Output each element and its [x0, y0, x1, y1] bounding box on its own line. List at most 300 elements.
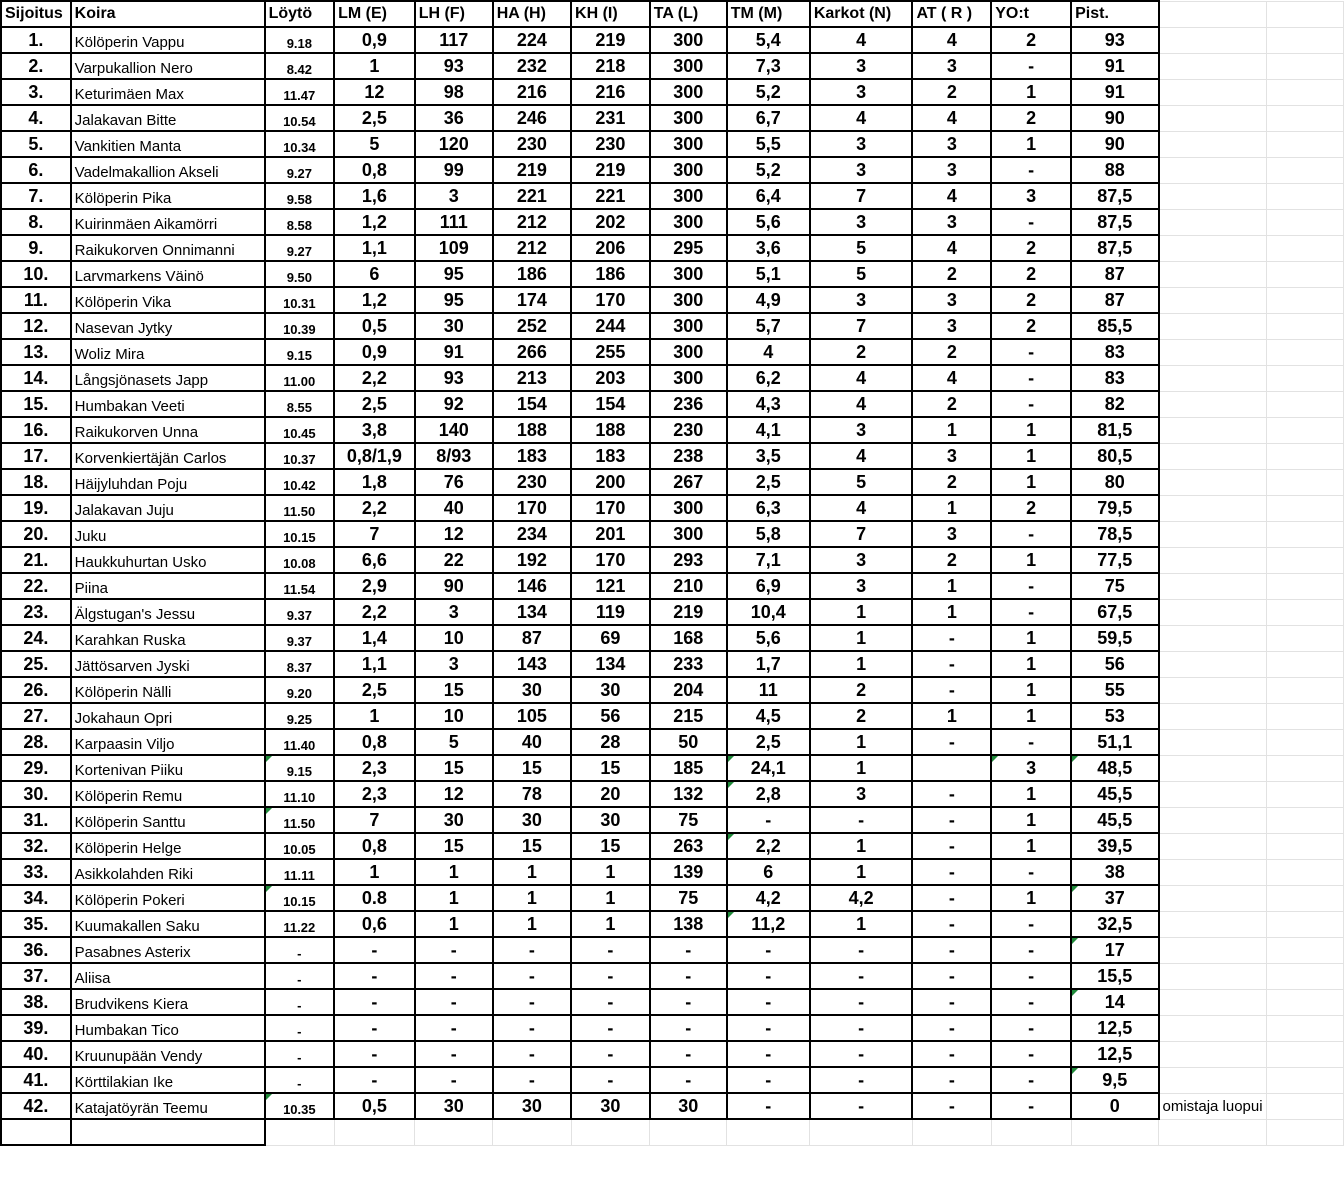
cell-dog[interactable]: Jokahaun Opri	[71, 703, 265, 729]
cell-lh[interactable]: 3	[415, 183, 493, 209]
cell-at[interactable]: 4	[912, 235, 991, 261]
cell-ha[interactable]: 30	[493, 1093, 571, 1119]
cell-at[interactable]: -	[912, 885, 991, 911]
cell-ta[interactable]: 300	[650, 53, 727, 79]
cell-rank[interactable]: 13.	[1, 339, 71, 365]
cell-ha[interactable]: 183	[493, 443, 571, 469]
cell-at[interactable]: 2	[912, 391, 991, 417]
cell-ta[interactable]: 204	[650, 677, 727, 703]
cell-karkot[interactable]: 1	[810, 755, 913, 781]
cell-ha[interactable]: 224	[493, 27, 571, 53]
cell-yo[interactable]: 3	[991, 755, 1071, 781]
cell-ha[interactable]: 219	[493, 157, 571, 183]
cell-ta[interactable]: 300	[650, 313, 727, 339]
cell-lh[interactable]: 92	[415, 391, 493, 417]
cell-find-time[interactable]: 11.50	[265, 807, 335, 833]
cell-ta[interactable]: 230	[650, 417, 727, 443]
cell-find-time[interactable]: 11.50	[265, 495, 335, 521]
cell-tm[interactable]: -	[727, 937, 810, 963]
cell-yo[interactable]: 1	[991, 79, 1071, 105]
cell-karkot[interactable]: 5	[810, 261, 913, 287]
cell-dog[interactable]: Jalakavan Juju	[71, 495, 265, 521]
cell-dog[interactable]: Juku	[71, 521, 265, 547]
cell-find-time[interactable]: 10.34	[265, 131, 335, 157]
cell-dog[interactable]: Pasabnes Asterix	[71, 937, 265, 963]
cell-rank[interactable]: 33.	[1, 859, 71, 885]
cell-yo[interactable]: -	[991, 599, 1071, 625]
cell-kh[interactable]: 1	[571, 859, 650, 885]
cell-ta[interactable]: 300	[650, 131, 727, 157]
cell-lm[interactable]: 0,9	[334, 27, 415, 53]
cell-lm[interactable]: 6	[334, 261, 415, 287]
cell-yo[interactable]: -	[991, 1067, 1071, 1093]
cell-ha[interactable]: 230	[493, 469, 571, 495]
cell-kh[interactable]: 183	[571, 443, 650, 469]
cell-kh[interactable]: 170	[571, 287, 650, 313]
cell-karkot[interactable]: -	[810, 963, 913, 989]
cell-find-time[interactable]: 11.11	[265, 859, 335, 885]
cell-find-time[interactable]: 10.05	[265, 833, 335, 859]
cell-yo[interactable]: -	[991, 1015, 1071, 1041]
cell-yo[interactable]: 1	[991, 547, 1071, 573]
cell-karkot[interactable]: -	[810, 1015, 913, 1041]
cell-lh[interactable]: 95	[415, 261, 493, 287]
cell-rank[interactable]: 11.	[1, 287, 71, 313]
cell-lm[interactable]: 1	[334, 703, 415, 729]
cell-at[interactable]: -	[912, 989, 991, 1015]
cell-kh[interactable]: -	[571, 963, 650, 989]
cell-points[interactable]: 39,5	[1071, 833, 1158, 859]
cell-at[interactable]: 3	[912, 131, 991, 157]
cell-karkot[interactable]: 4	[810, 105, 913, 131]
cell-rank[interactable]: 29.	[1, 755, 71, 781]
cell-lm[interactable]: 2,2	[334, 495, 415, 521]
cell-dog[interactable]: Larvmarkens Väinö	[71, 261, 265, 287]
cell-dog[interactable]: Katajatöyrän Teemu	[71, 1093, 265, 1119]
cell-ta[interactable]: 132	[650, 781, 727, 807]
cell-dog[interactable]: Brudvikens Kiera	[71, 989, 265, 1015]
cell-at[interactable]: -	[912, 833, 991, 859]
cell-lh[interactable]: -	[415, 963, 493, 989]
cell-karkot[interactable]: 2	[810, 677, 913, 703]
cell-karkot[interactable]: 4	[810, 495, 913, 521]
cell-tm[interactable]: -	[727, 807, 810, 833]
cell-points[interactable]: 9,5	[1071, 1067, 1158, 1093]
cell-points[interactable]: 12,5	[1071, 1015, 1158, 1041]
cell-at[interactable]: 4	[912, 27, 991, 53]
cell-rank[interactable]: 38.	[1, 989, 71, 1015]
cell-ta[interactable]: 300	[650, 79, 727, 105]
cell-kh[interactable]: -	[571, 1015, 650, 1041]
cell-tm[interactable]: 1,7	[727, 651, 810, 677]
cell-yo[interactable]: -	[991, 963, 1071, 989]
cell-find-time[interactable]: 9.20	[265, 677, 335, 703]
cell-points[interactable]: 48,5	[1071, 755, 1158, 781]
cell-kh[interactable]: 170	[571, 547, 650, 573]
cell-yo[interactable]: -	[991, 1093, 1071, 1119]
cell-points[interactable]: 90	[1071, 105, 1158, 131]
cell-ta[interactable]: 300	[650, 521, 727, 547]
cell-kh[interactable]: 15	[571, 833, 650, 859]
cell-yo[interactable]: 1	[991, 703, 1071, 729]
cell-dog[interactable]: Kölöperin Vappu	[71, 27, 265, 53]
cell-ha[interactable]: 246	[493, 105, 571, 131]
cell-ta[interactable]: -	[650, 1015, 727, 1041]
cell-lh[interactable]: 12	[415, 781, 493, 807]
cell-kh[interactable]: 219	[571, 27, 650, 53]
cell-lm[interactable]: 1,2	[334, 209, 415, 235]
cell-tm[interactable]: 6,3	[727, 495, 810, 521]
cell-tm[interactable]: 2,2	[727, 833, 810, 859]
cell-rank[interactable]: 15.	[1, 391, 71, 417]
cell-yo[interactable]: -	[991, 53, 1071, 79]
cell-find-time[interactable]: -	[265, 937, 335, 963]
cell-tm[interactable]: -	[727, 989, 810, 1015]
cell-rank[interactable]: 8.	[1, 209, 71, 235]
cell-tm[interactable]: 4,5	[727, 703, 810, 729]
cell-lm[interactable]: 6,6	[334, 547, 415, 573]
cell-at[interactable]: 4	[912, 105, 991, 131]
cell-tm[interactable]: 5,2	[727, 79, 810, 105]
cell-dog[interactable]: Asikkolahden Riki	[71, 859, 265, 885]
cell-kh[interactable]: 119	[571, 599, 650, 625]
cell-points[interactable]: 87,5	[1071, 183, 1158, 209]
cell-tm[interactable]: 7,1	[727, 547, 810, 573]
cell-rank[interactable]: 6.	[1, 157, 71, 183]
cell-points[interactable]: 85,5	[1071, 313, 1158, 339]
cell-ta[interactable]: 300	[650, 183, 727, 209]
cell-karkot[interactable]: 3	[810, 547, 913, 573]
cell-rank[interactable]: 37.	[1, 963, 71, 989]
cell-at[interactable]: 3	[912, 53, 991, 79]
cell-tm[interactable]: 10,4	[727, 599, 810, 625]
cell-find-time[interactable]: -	[265, 1015, 335, 1041]
cell-rank[interactable]: 1.	[1, 27, 71, 53]
cell-karkot[interactable]: -	[810, 989, 913, 1015]
cell-lh[interactable]: 3	[415, 599, 493, 625]
cell-dog[interactable]: Kuirinmäen Aikamörri	[71, 209, 265, 235]
cell-lh[interactable]: 93	[415, 365, 493, 391]
cell-lh[interactable]: 3	[415, 651, 493, 677]
cell-points[interactable]: 0	[1071, 1093, 1158, 1119]
cell-ta[interactable]: 75	[650, 807, 727, 833]
cell-dog[interactable]: Kuumakallen Saku	[71, 911, 265, 937]
cell-yo[interactable]: 2	[991, 105, 1071, 131]
cell-ta[interactable]: -	[650, 1041, 727, 1067]
cell-yo[interactable]: -	[991, 365, 1071, 391]
cell-find-time[interactable]: 9.25	[265, 703, 335, 729]
cell-dog[interactable]: Älgstugan's Jessu	[71, 599, 265, 625]
cell-dog[interactable]: Jalakavan Bitte	[71, 105, 265, 131]
cell-ha[interactable]: 186	[493, 261, 571, 287]
cell-tm[interactable]: 6,4	[727, 183, 810, 209]
cell-ha[interactable]: 252	[493, 313, 571, 339]
cell-ta[interactable]: 233	[650, 651, 727, 677]
cell-at[interactable]: -	[912, 677, 991, 703]
cell-tm[interactable]: 2,8	[727, 781, 810, 807]
cell-at[interactable]: 2	[912, 79, 991, 105]
cell-rank[interactable]: 17.	[1, 443, 71, 469]
cell-tm[interactable]: 6,2	[727, 365, 810, 391]
cell-dog[interactable]: Kruunupään Vendy	[71, 1041, 265, 1067]
cell-points[interactable]: 87	[1071, 261, 1158, 287]
cell-points[interactable]: 15,5	[1071, 963, 1158, 989]
cell-ta[interactable]: 267	[650, 469, 727, 495]
cell-ta[interactable]: 300	[650, 105, 727, 131]
cell-at[interactable]: -	[912, 963, 991, 989]
cell-lm[interactable]: 2,5	[334, 391, 415, 417]
cell-yo[interactable]: 1	[991, 417, 1071, 443]
cell-lh[interactable]: 15	[415, 755, 493, 781]
cell-ha[interactable]: 105	[493, 703, 571, 729]
cell-ha[interactable]: 192	[493, 547, 571, 573]
cell-kh[interactable]: 1	[571, 885, 650, 911]
cell-tm[interactable]: 2,5	[727, 469, 810, 495]
cell-ta[interactable]: 75	[650, 885, 727, 911]
cell-rank[interactable]: 31.	[1, 807, 71, 833]
cell-ta[interactable]: -	[650, 963, 727, 989]
cell-yo[interactable]: -	[991, 339, 1071, 365]
cell-tm[interactable]: -	[727, 1067, 810, 1093]
cell-rank[interactable]: 30.	[1, 781, 71, 807]
cell-kh[interactable]: -	[571, 1041, 650, 1067]
cell-dog[interactable]: Korvenkiertäjän Carlos	[71, 443, 265, 469]
cell-ha[interactable]: 40	[493, 729, 571, 755]
cell-kh[interactable]: 201	[571, 521, 650, 547]
cell-points[interactable]: 67,5	[1071, 599, 1158, 625]
cell-ta[interactable]: 30	[650, 1093, 727, 1119]
cell-at[interactable]: 3	[912, 209, 991, 235]
cell-ha[interactable]: 232	[493, 53, 571, 79]
cell-lh[interactable]: 15	[415, 677, 493, 703]
cell-rank[interactable]: 28.	[1, 729, 71, 755]
cell-lh[interactable]: 140	[415, 417, 493, 443]
cell-lh[interactable]: 10	[415, 625, 493, 651]
cell-karkot[interactable]: 5	[810, 235, 913, 261]
cell-ha[interactable]: 146	[493, 573, 571, 599]
cell-kh[interactable]: 200	[571, 469, 650, 495]
cell-lm[interactable]: 1,1	[334, 235, 415, 261]
cell-karkot[interactable]: 7	[810, 521, 913, 547]
cell-points[interactable]: 75	[1071, 573, 1158, 599]
cell-lm[interactable]: 0,5	[334, 313, 415, 339]
cell-kh[interactable]: 1	[571, 911, 650, 937]
cell-lm[interactable]: 1,4	[334, 625, 415, 651]
cell-find-time[interactable]: 10.15	[265, 521, 335, 547]
cell-at[interactable]: -	[912, 859, 991, 885]
cell-tm[interactable]: 5,6	[727, 209, 810, 235]
cell-yo[interactable]: 1	[991, 807, 1071, 833]
cell-lm[interactable]: 7	[334, 807, 415, 833]
cell-at[interactable]: -	[912, 651, 991, 677]
cell-ta[interactable]: 50	[650, 729, 727, 755]
cell-dog[interactable]: Vankitien Manta	[71, 131, 265, 157]
cell-find-time[interactable]: 10.45	[265, 417, 335, 443]
cell-find-time[interactable]: 9.58	[265, 183, 335, 209]
cell-ta[interactable]: 300	[650, 339, 727, 365]
cell-yo[interactable]: -	[991, 911, 1071, 937]
cell-rank[interactable]: 21.	[1, 547, 71, 573]
cell-ha[interactable]: 230	[493, 131, 571, 157]
cell-kh[interactable]: 154	[571, 391, 650, 417]
cell-at[interactable]	[912, 755, 991, 781]
cell-ha[interactable]: 78	[493, 781, 571, 807]
cell-yo[interactable]: 1	[991, 677, 1071, 703]
cell-lh[interactable]: 40	[415, 495, 493, 521]
cell-karkot[interactable]: 4	[810, 391, 913, 417]
cell-ha[interactable]: 216	[493, 79, 571, 105]
cell-lm[interactable]: 0.8	[334, 885, 415, 911]
cell-find-time[interactable]: 8.37	[265, 651, 335, 677]
cell-dog[interactable]: Humbakan Tico	[71, 1015, 265, 1041]
cell-dog[interactable]: Kölöperin Helge	[71, 833, 265, 859]
cell-kh[interactable]: 56	[571, 703, 650, 729]
cell-ta[interactable]: 215	[650, 703, 727, 729]
cell-find-time[interactable]: 10.42	[265, 469, 335, 495]
cell-kh[interactable]: -	[571, 989, 650, 1015]
cell-ha[interactable]: 212	[493, 209, 571, 235]
cell-rank[interactable]: 3.	[1, 79, 71, 105]
cell-find-time[interactable]: 11.00	[265, 365, 335, 391]
cell-kh[interactable]: 218	[571, 53, 650, 79]
cell-ta[interactable]: 300	[650, 209, 727, 235]
cell-lm[interactable]: 2,2	[334, 599, 415, 625]
cell-rank[interactable]: 9.	[1, 235, 71, 261]
cell-yo[interactable]: 1	[991, 651, 1071, 677]
cell-ta[interactable]: 300	[650, 495, 727, 521]
cell-tm[interactable]: 5,2	[727, 157, 810, 183]
cell-dog[interactable]: Nasevan Jytky	[71, 313, 265, 339]
cell-ha[interactable]: -	[493, 989, 571, 1015]
cell-points[interactable]: 32,5	[1071, 911, 1158, 937]
cell-karkot[interactable]: 4,2	[810, 885, 913, 911]
cell-yo[interactable]: 2	[991, 235, 1071, 261]
cell-karkot[interactable]: 2	[810, 703, 913, 729]
cell-ta[interactable]: 300	[650, 261, 727, 287]
cell-dog[interactable]: Häijyluhdan Poju	[71, 469, 265, 495]
cell-lh[interactable]: 10	[415, 703, 493, 729]
cell-points[interactable]: 82	[1071, 391, 1158, 417]
cell-at[interactable]: 2	[912, 547, 991, 573]
cell-yo[interactable]: 1	[991, 781, 1071, 807]
cell-yo[interactable]: 1	[991, 443, 1071, 469]
cell-tm[interactable]: 11,2	[727, 911, 810, 937]
cell-find-time[interactable]: 8.55	[265, 391, 335, 417]
cell-tm[interactable]: 5,5	[727, 131, 810, 157]
cell-points[interactable]: 38	[1071, 859, 1158, 885]
cell-dog[interactable]: Humbakan Veeti	[71, 391, 265, 417]
cell-find-time[interactable]: 9.15	[265, 755, 335, 781]
cell-kh[interactable]: 221	[571, 183, 650, 209]
cell-lh[interactable]: 91	[415, 339, 493, 365]
cell-kh[interactable]: 30	[571, 677, 650, 703]
cell-find-time[interactable]: 10.37	[265, 443, 335, 469]
cell-ha[interactable]: 15	[493, 755, 571, 781]
cell-kh[interactable]: -	[571, 1067, 650, 1093]
cell-ha[interactable]: -	[493, 1015, 571, 1041]
cell-kh[interactable]: 230	[571, 131, 650, 157]
cell-rank[interactable]: 19.	[1, 495, 71, 521]
cell-kh[interactable]: 30	[571, 1093, 650, 1119]
cell-lm[interactable]: -	[334, 937, 415, 963]
cell-ha[interactable]: 154	[493, 391, 571, 417]
cell-rank[interactable]: 22.	[1, 573, 71, 599]
cell-find-time[interactable]: 10.54	[265, 105, 335, 131]
cell-at[interactable]: -	[912, 729, 991, 755]
cell-lh[interactable]: 1	[415, 885, 493, 911]
cell-lm[interactable]: 0,8	[334, 729, 415, 755]
cell-kh[interactable]: 203	[571, 365, 650, 391]
cell-karkot[interactable]: 3	[810, 79, 913, 105]
cell-rank[interactable]: 32.	[1, 833, 71, 859]
cell-ha[interactable]: 174	[493, 287, 571, 313]
cell-find-time[interactable]: 10.08	[265, 547, 335, 573]
cell-dog[interactable]: Kölöperin Nälli	[71, 677, 265, 703]
cell-dog[interactable]: Aliisa	[71, 963, 265, 989]
cell-points[interactable]: 87,5	[1071, 209, 1158, 235]
cell-karkot[interactable]: 2	[810, 339, 913, 365]
cell-ha[interactable]: 134	[493, 599, 571, 625]
cell-find-time[interactable]: 10.31	[265, 287, 335, 313]
cell-points[interactable]: 77,5	[1071, 547, 1158, 573]
cell-ha[interactable]: 1	[493, 885, 571, 911]
cell-points[interactable]: 80,5	[1071, 443, 1158, 469]
cell-karkot[interactable]: 3	[810, 573, 913, 599]
cell-lh[interactable]: 30	[415, 1093, 493, 1119]
cell-points[interactable]: 83	[1071, 365, 1158, 391]
cell-dog[interactable]: Kölöperin Vika	[71, 287, 265, 313]
cell-lh[interactable]: -	[415, 1015, 493, 1041]
cell-rank[interactable]: 27.	[1, 703, 71, 729]
cell-find-time[interactable]: 9.15	[265, 339, 335, 365]
cell-find-time[interactable]: 10.39	[265, 313, 335, 339]
cell-lh[interactable]: 109	[415, 235, 493, 261]
cell-lm[interactable]: -	[334, 1067, 415, 1093]
cell-tm[interactable]: -	[727, 1041, 810, 1067]
cell-lm[interactable]: 1,6	[334, 183, 415, 209]
cell-lm[interactable]: 2,2	[334, 365, 415, 391]
cell-yo[interactable]: 3	[991, 183, 1071, 209]
cell-points[interactable]: 79,5	[1071, 495, 1158, 521]
cell-tm[interactable]: 6,9	[727, 573, 810, 599]
cell-rank[interactable]: 41.	[1, 1067, 71, 1093]
cell-tm[interactable]: -	[727, 1093, 810, 1119]
cell-rank[interactable]: 5.	[1, 131, 71, 157]
cell-tm[interactable]: 6	[727, 859, 810, 885]
cell-lh[interactable]: 22	[415, 547, 493, 573]
cell-lm[interactable]: -	[334, 963, 415, 989]
cell-at[interactable]: -	[912, 1067, 991, 1093]
cell-tm[interactable]: 4,2	[727, 885, 810, 911]
cell-kh[interactable]: 69	[571, 625, 650, 651]
cell-kh[interactable]: 206	[571, 235, 650, 261]
cell-kh[interactable]: 202	[571, 209, 650, 235]
cell-lm[interactable]: 1	[334, 53, 415, 79]
cell-lh[interactable]: 120	[415, 131, 493, 157]
cell-lh[interactable]: 36	[415, 105, 493, 131]
cell-ta[interactable]: 219	[650, 599, 727, 625]
cell-tm[interactable]: 11	[727, 677, 810, 703]
cell-karkot[interactable]: 3	[810, 131, 913, 157]
cell-at[interactable]: 1	[912, 417, 991, 443]
cell-dog[interactable]: Körttilakian Ike	[71, 1067, 265, 1093]
cell-dog[interactable]: Kölöperin Remu	[71, 781, 265, 807]
cell-lm[interactable]: 1,8	[334, 469, 415, 495]
cell-at[interactable]: 1	[912, 703, 991, 729]
cell-at[interactable]: 3	[912, 157, 991, 183]
cell-ta[interactable]: 236	[650, 391, 727, 417]
cell-kh[interactable]: 244	[571, 313, 650, 339]
